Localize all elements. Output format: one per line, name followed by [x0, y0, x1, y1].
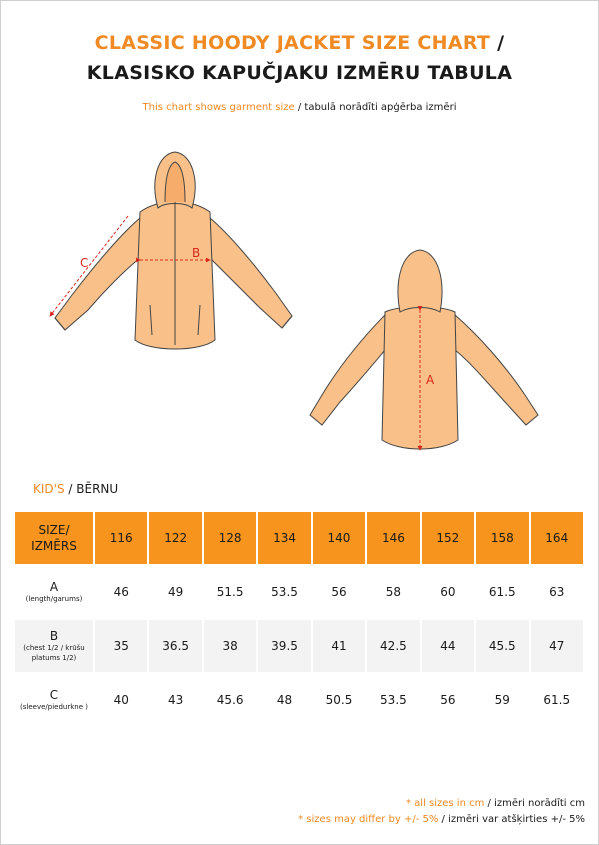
- header-size: 164: [531, 512, 584, 564]
- note-units-en: * all sizes in cm: [405, 798, 485, 809]
- title-separator: /: [490, 32, 505, 54]
- section-label-lv: / BĒRNU: [64, 482, 119, 496]
- back-right-sleeve: [455, 315, 538, 425]
- table-cell: 63: [531, 566, 584, 618]
- row-label-desc: (chest 1/2 / krūšu platums 1/2): [23, 644, 85, 662]
- table-cell: 45.6: [204, 674, 256, 726]
- measure-b-label: B: [192, 246, 201, 260]
- note-tolerance-en: * sizes may differ by +/- 5%: [298, 814, 439, 825]
- table-cell: 60: [422, 566, 474, 618]
- section-label-en: KID'S: [33, 482, 65, 496]
- row-label: [15, 566, 93, 618]
- header-size: 158: [476, 512, 528, 564]
- section-label: [33, 482, 118, 496]
- header-label-line1: SIZE/: [38, 523, 70, 537]
- header-size-label: [15, 512, 93, 564]
- title-en-text: CLASSIC HOODY JACKET SIZE CHART: [94, 32, 491, 54]
- row-label-name: C: [49, 688, 59, 702]
- table-cell: 53.5: [258, 566, 310, 618]
- table-cell: 49: [149, 566, 201, 618]
- table-cell: 56: [313, 566, 365, 618]
- table-row: [15, 566, 583, 618]
- subtitle-en: This chart shows garment size: [142, 102, 295, 113]
- page-title-lv: KLASISKO KAPUČJAKU IZMĒRU TABULA: [86, 62, 513, 84]
- measure-c-label: C: [80, 256, 89, 270]
- table-cell: 51.5: [204, 566, 256, 618]
- back-left-sleeve: [310, 315, 385, 425]
- row-label-name: B: [49, 629, 59, 643]
- table-cell: 36.5: [149, 620, 201, 672]
- header-size: 116: [95, 512, 147, 564]
- note-units: [406, 798, 585, 809]
- table-cell: 38: [204, 620, 256, 672]
- table-cell: 61.5: [476, 566, 528, 618]
- row-label-name: A: [49, 580, 59, 594]
- measure-a-label: A: [426, 373, 435, 387]
- jacket-illustration: [0, 140, 599, 470]
- front-left-sleeve: [55, 218, 140, 330]
- row-label-desc: (length/garums): [25, 595, 83, 603]
- table-row: [15, 674, 583, 726]
- table-cell: 43: [149, 674, 201, 726]
- table-cell: 59: [476, 674, 528, 726]
- table-cell: 39.5: [258, 620, 310, 672]
- table-row: [15, 620, 583, 672]
- table-cell: 41: [313, 620, 365, 672]
- table-cell: 48: [258, 674, 310, 726]
- header-label-line2: IZMĒRS: [31, 539, 77, 553]
- table-cell: 58: [367, 566, 419, 618]
- row-label: [15, 620, 93, 672]
- note-tolerance-lv: / izmēri var atšķirties +/- 5%: [438, 814, 585, 825]
- header-size: 122: [149, 512, 201, 564]
- table-cell: 40: [95, 674, 147, 726]
- front-jacket: [55, 152, 292, 349]
- row-label: [15, 674, 93, 726]
- table-cell: 61.5: [531, 674, 584, 726]
- table-cell: 47: [531, 620, 584, 672]
- size-table-header-row: [15, 512, 583, 564]
- table-cell: 44: [422, 620, 474, 672]
- table-cell: 56: [422, 674, 474, 726]
- table-cell: 50.5: [313, 674, 365, 726]
- subtitle-lv: / tabulā norādīti apģērba izmēri: [294, 102, 457, 113]
- back-jacket: [310, 250, 538, 449]
- row-label-desc: (sleeve/piedurkne ): [20, 703, 88, 711]
- table-cell: 45.5: [476, 620, 528, 672]
- front-right-sleeve: [210, 218, 292, 328]
- table-cell: 46: [95, 566, 147, 618]
- note-units-lv: / izmēri norādīti cm: [484, 798, 585, 809]
- page-subtitle: [0, 102, 599, 113]
- table-cell: 53.5: [367, 674, 419, 726]
- size-table: [13, 510, 585, 728]
- table-cell: 35: [95, 620, 147, 672]
- header-size: 128: [204, 512, 256, 564]
- back-hood: [398, 250, 442, 312]
- page-title-en: [0, 32, 599, 54]
- note-tolerance: [298, 814, 585, 825]
- header-size: 152: [422, 512, 474, 564]
- header-size: 146: [367, 512, 419, 564]
- header-size: 134: [258, 512, 310, 564]
- table-cell: 42.5: [367, 620, 419, 672]
- header-size: 140: [313, 512, 365, 564]
